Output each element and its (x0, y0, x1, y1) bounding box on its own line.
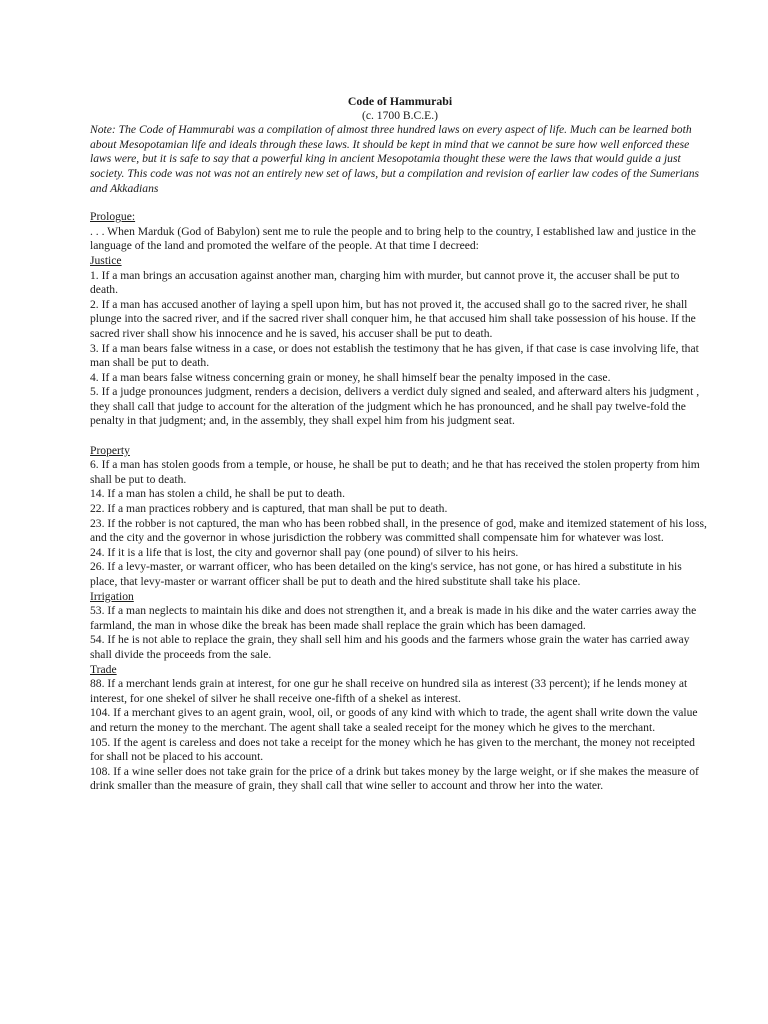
title-block (90, 94, 710, 123)
document-date: (c. 1700 B.C.E.) (362, 108, 438, 122)
section-property (90, 444, 710, 590)
law-paragraph: 24. If it is a life that is lost, the city and governor shall pay (one pound) of silver to his heirs. (90, 545, 519, 559)
law-paragraph: 14. If a man has stolen a child, he shall be put to death. (90, 487, 345, 501)
section-heading-trade: Trade (90, 662, 117, 676)
section-trade (90, 663, 710, 794)
section-heading-prologue: Prologue: (90, 210, 136, 224)
law-paragraph: 22. If a man practices robbery and is captured, that man shall be put to death. (90, 502, 448, 516)
document-title: Code of Hammurabi (347, 94, 453, 108)
law-paragraph: 53. If a man neglects to maintain his dike and does not strengthen it, and a break is made in his dike and the water carries away the farmland, the man in whose dike the break has been made shall replace the grain which has been damaged. (90, 604, 697, 632)
law-paragraph: 3. If a man bears false witness in a case, or does not establish the testimony that he has given, if that case is case involving life, that man shall be put to death. (90, 341, 699, 370)
law-paragraph: 5. If a judge pronounces judgment, renders a decision, delivers a verdict duly signed and sealed, and afterward alters his judgment , they shall call that judge to account for the alteration of the judgment which he has pronounced, and he shall pay twelve-fold the penalty in that judgment; and, in the assembly, they shall expel him from his judgment seat. (90, 385, 700, 428)
section-spacer (90, 429, 710, 444)
law-paragraph: 23. If the robber is not captured, the man who has been robbed shall, in the presence of god, make and itemized statement of his loss, and the city and the governor in whose jurisdiction the robbery was committed shall compensate him for whatever was lost. (90, 516, 707, 545)
law-paragraph: 2. If a man has accused another of laying a spell upon him, but has not proved it, the accused shall go to the sacred river, he shall plunge into the sacred river, and if the sacred river shall conquer him, he that accused him shall take possession of his house. If the sacred river shall show his innocence and he is saved, his accuser shall be put to death. (90, 297, 696, 340)
law-paragraph: 1. If a man brings an accusation against another man, charging him with murder, but cannot prove it, the accuser shall be put to death. (90, 268, 680, 297)
law-paragraph: 105. If the agent is careless and does not take a receipt for the money which he has given to the merchant, the money not receipted for shall not be placed to his account. (90, 735, 695, 764)
paragraph: . . . When Marduk (God of Babylon) sent me to rule the people and to bring help to the country, I established law and justice in the language of the land and promoted the welfare of the people. At that time I decreed: (90, 224, 696, 253)
law-paragraph: 104. If a merchant gives to an agent grain, wool, oil, or goods of any kind with which to trade, the agent shall write down the value and return the money to the merchant. The agent shall take a sealed receipt for the money which he gives to the merchant. (90, 706, 698, 734)
law-paragraph: 88. If a merchant lends grain at interest, for one gur he shall receive on hundred sila as interest (33 percent); if he lends money at interest, for one shekel of silver he shall receive one-fifth of a shekel as interest. (90, 677, 688, 705)
section-heading-property: Property (90, 443, 130, 457)
intro-note: Note: The Code of Hammurabi was a compilation of almost three hundred laws on every aspect of life. Much can be learned both about Mesopotamian life and ideals through these laws. It should be kept in mind that we cannot be sure how well enforced these laws were, but it is safe to say that a powerful king in ancient Mesopotamia thought these were the laws that would guide a just society. This code was not was not an entirely new set of laws, but a compilation and revision of earlier law codes of the Sumerians and Akkadians (90, 123, 700, 195)
section-heading-justice: Justice (90, 253, 122, 267)
law-paragraph: 54. If he is not able to replace the grain, they shall sell him and his goods and the farmers whose grain the water has carried away shall divide the proceeds from the sale. (90, 633, 690, 661)
law-paragraph: 6. If a man has stolen goods from a temple, or house, he shall be put to death; and he that has received the stolen property from him shall be put to death. (90, 458, 700, 486)
law-paragraph: 26. If a levy-master, or warrant officer, who has been detailed on the king's service, has not gone, or has hired a substitute in his place, that levy-master or warrant officer shall be put to death and the hired substitute shall take his place. (90, 560, 682, 588)
section-prologue (90, 210, 710, 254)
section-justice (90, 254, 710, 429)
law-paragraph: 4. If a man bears false witness concerning grain or money, he shall himself bear the penalty imposed in the case. (90, 370, 611, 384)
law-paragraph: 108. If a wine seller does not take grain for the price of a drink but takes money by the large weight, or if she makes the measure of drink smaller than the measure of grain, they shall call that wine seller to account and throw her into the water. (90, 764, 699, 793)
section-irrigation (90, 590, 710, 663)
section-heading-irrigation: Irrigation (90, 589, 134, 603)
